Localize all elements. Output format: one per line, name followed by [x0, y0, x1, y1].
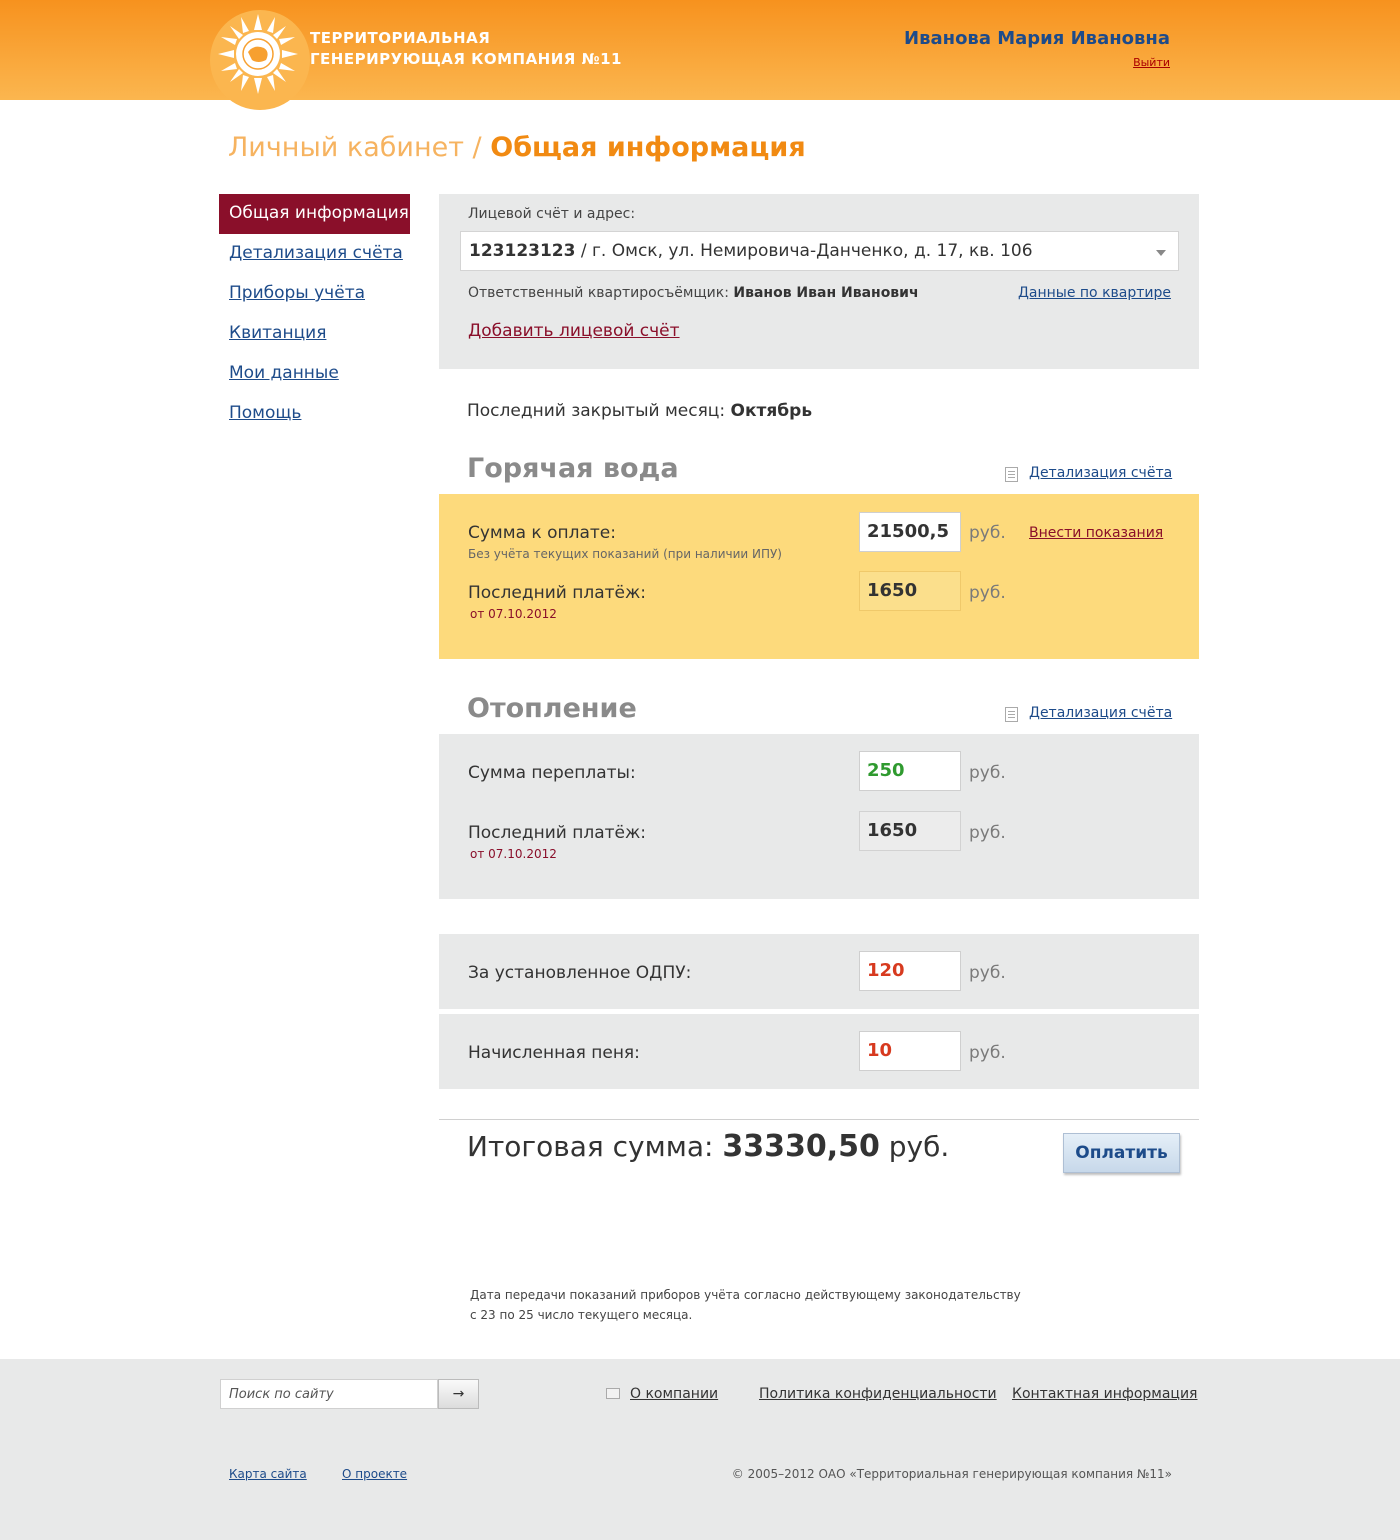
currency-label: руб. — [969, 523, 1006, 543]
amount-due-note: Без учёта текущих показаний (при наличии ИПУ) — [468, 547, 782, 561]
hot-water-panel — [439, 494, 1199, 659]
document-icon — [1005, 707, 1018, 722]
overpayment-label: Сумма переплаты: — [468, 763, 636, 783]
company-name-line2: ГЕНЕРИРУЮЩАЯ КОМПАНИЯ №11 — [310, 50, 622, 68]
amount-due-input[interactable]: 21500,5 — [859, 512, 961, 552]
page-title — [228, 132, 806, 163]
penalty-panel — [439, 1014, 1199, 1089]
breadcrumb-separator: / — [472, 132, 482, 163]
sidebar-item-receipt[interactable]: Квитанция — [229, 323, 327, 343]
note-line-2: с 23 по 25 число текущего месяца. — [470, 1308, 693, 1322]
hot-water-title: Горячая вода — [467, 453, 679, 484]
currency-label: руб. — [969, 1043, 1006, 1063]
document-icon — [1005, 467, 1018, 482]
account-address: / г. Омск, ул. Немировича-Данченко, д. 17, кв. 106 — [575, 241, 1033, 261]
last-month-label: Последний закрытый месяц: — [467, 401, 726, 421]
divider — [439, 1119, 1199, 1120]
penalty-value: 10 — [859, 1031, 961, 1071]
user-name: Иванова Мария Ивановна — [904, 28, 1170, 49]
currency-label: руб. — [969, 763, 1006, 783]
penalty-label: Начисленная пеня: — [468, 1043, 640, 1063]
sidebar-item-bill-details[interactable]: Детализация счёта — [229, 243, 403, 263]
last-month-value: Октябрь — [730, 401, 813, 421]
chevron-down-icon[interactable] — [1156, 250, 1166, 256]
footer-link-privacy-policy[interactable]: Политика конфиденциальности — [759, 1386, 997, 1402]
sidebar-item-help[interactable]: Помощь — [229, 403, 302, 423]
company-name-line1: ТЕРРИТОРИАЛЬНАЯ — [310, 29, 491, 47]
account-panel — [439, 194, 1199, 369]
currency-label: руб. — [969, 823, 1006, 843]
footer-link-sitemap[interactable]: Карта сайта — [229, 1467, 307, 1481]
company-name — [310, 28, 622, 70]
amount-due-label: Сумма к оплате: — [468, 523, 616, 543]
sun-logo-icon[interactable] — [216, 12, 300, 96]
hot-water-details-link[interactable]: Детализация счёта — [1029, 465, 1173, 481]
search-arrow-icon[interactable]: → — [438, 1379, 479, 1409]
add-account-link[interactable]: Добавить лицевой счёт — [468, 321, 680, 341]
last-payment-value: 1650 — [859, 811, 961, 851]
last-payment-label: Последний платёж: — [468, 823, 647, 843]
responsible-label: Ответственный квартиросъёмщик: — [468, 285, 729, 301]
account-select[interactable] — [460, 231, 1179, 271]
total-label: Итоговая сумма: — [467, 1130, 714, 1163]
readings-deadline-note — [470, 1285, 1030, 1325]
sidebar-item-meters[interactable]: Приборы учёта — [229, 283, 366, 303]
account-label: Лицевой счёт и адрес: — [468, 206, 636, 222]
site-header — [0, 0, 1400, 100]
footer-link-contacts[interactable]: Контактная информация — [1012, 1386, 1198, 1402]
site-footer — [0, 1359, 1400, 1540]
pay-button[interactable]: Оплатить — [1063, 1133, 1180, 1173]
odpu-panel — [439, 934, 1199, 1009]
total-value: 33330,50 — [722, 1129, 880, 1164]
last-payment-value: 1650 — [859, 571, 961, 611]
apartment-data-link[interactable]: Данные по квартире — [1017, 285, 1171, 301]
pages-icon — [606, 1388, 620, 1399]
last-payment-date: от 07.10.2012 — [470, 607, 557, 621]
sidebar-item-my-data[interactable]: Мои данные — [229, 363, 339, 383]
last-payment-date: от 07.10.2012 — [470, 847, 557, 861]
breadcrumb-current: Общая информация — [490, 132, 806, 163]
heating-details-link[interactable]: Детализация счёта — [1029, 705, 1173, 721]
heating-panel — [439, 734, 1199, 899]
odpu-value: 120 — [859, 951, 961, 991]
heating-title: Отопление — [467, 693, 637, 724]
overpayment-value: 250 — [859, 751, 961, 791]
breadcrumb-personal-cabinet[interactable]: Личный кабинет — [228, 132, 464, 163]
sidebar-item-general-info[interactable]: Общая информация — [219, 194, 410, 234]
search-input[interactable] — [220, 1379, 438, 1409]
responsible-name: Иванов Иван Иванович — [733, 285, 919, 301]
total-currency: руб. — [888, 1130, 950, 1163]
copyright: © 2005–2012 ОАО «Территориальная генерирующая компания №11» — [731, 1467, 1172, 1481]
note-line-1: Дата передачи показаний приборов учёта согласно действующему законодательству — [470, 1288, 1021, 1302]
sidebar-nav — [219, 194, 410, 434]
footer-link-about-project[interactable]: О проекте — [342, 1467, 408, 1481]
responsible-tenant — [468, 285, 919, 301]
footer-link-about-company[interactable]: О компании — [630, 1386, 719, 1402]
odpu-label: За установленное ОДПУ: — [468, 963, 692, 983]
total-sum — [467, 1129, 949, 1164]
last-closed-month — [467, 401, 812, 421]
currency-label: руб. — [969, 583, 1006, 603]
currency-label: руб. — [969, 963, 1006, 983]
last-payment-label: Последний платёж: — [468, 583, 647, 603]
enter-readings-link[interactable]: Внести показания — [1029, 525, 1164, 541]
logout-link[interactable]: Выйти — [1133, 56, 1170, 69]
account-number: 123123123 — [469, 241, 576, 261]
